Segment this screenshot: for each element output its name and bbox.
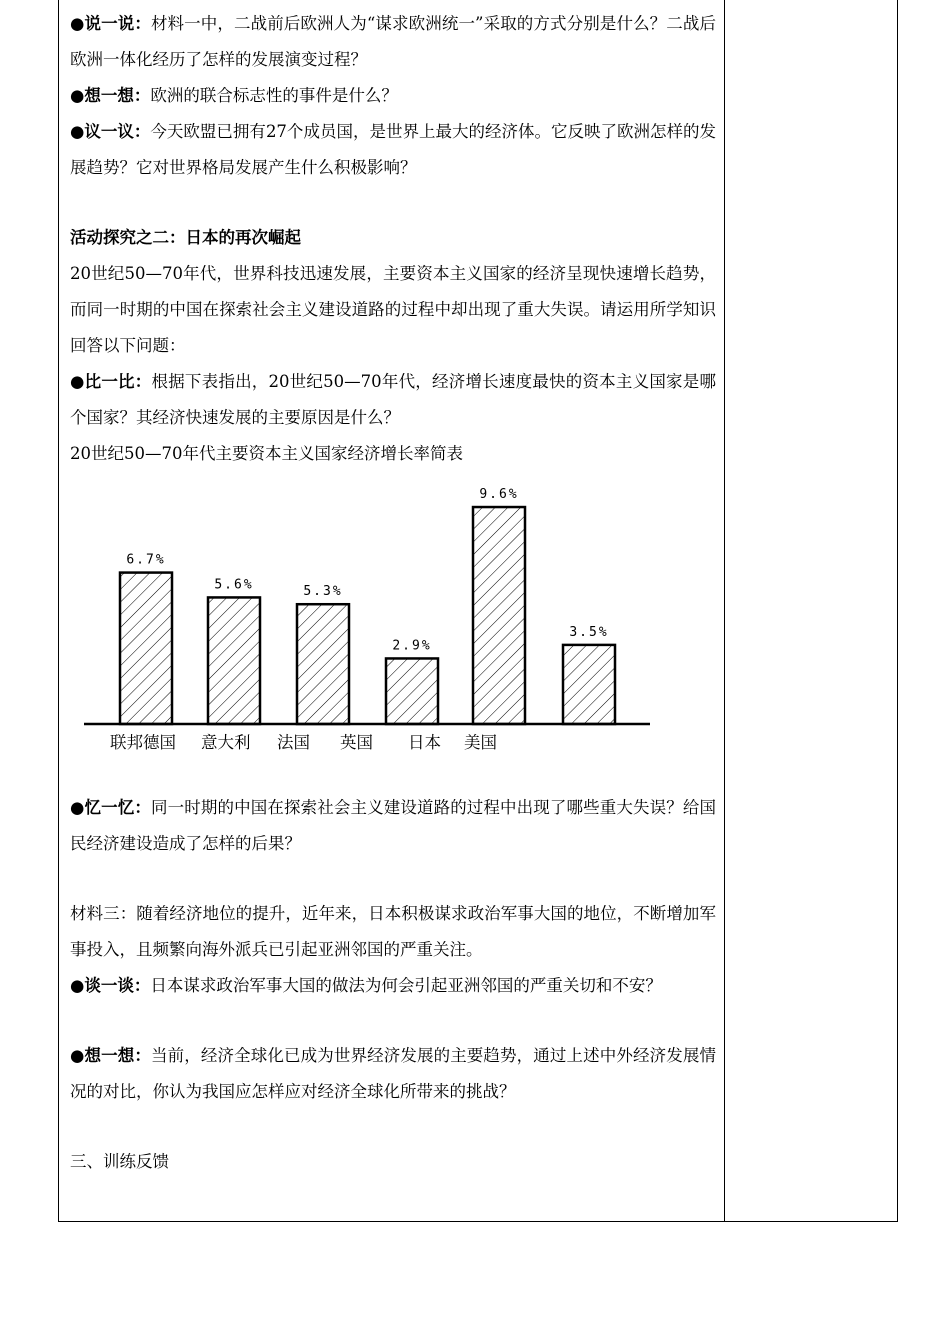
main-cell (70, 6, 716, 1180)
column-divider (724, 0, 725, 1222)
category-label-5: 美国 (464, 733, 497, 752)
category-label-3: 英国 (340, 733, 373, 752)
bar-1 (208, 597, 260, 724)
chart-title: 20世纪50—70年代主要资本主义国家经济增长率简表 (70, 444, 463, 463)
value-label-4: 9.6% (479, 487, 519, 503)
value-label-5: 3.5% (569, 624, 609, 640)
value-label-3: 2.9% (392, 638, 432, 654)
bar-2 (297, 604, 349, 724)
bar-5 (563, 645, 615, 724)
value-label-2: 5.3% (303, 584, 343, 600)
bar-4 (473, 507, 525, 724)
value-label-1: 5.6% (214, 577, 254, 593)
think-question-1: ●想一想：欧洲的联合标志性的事件是什么？ (70, 86, 398, 105)
bar-3 (386, 658, 438, 724)
category-label-0: 联邦德国 (110, 733, 176, 752)
recall-question: ●忆一忆：同一时期的中国在探索社会主义建设道路的过程中出现了哪些重大失误？给国民经济建设造成了怎样的后果？ (70, 798, 717, 853)
bar-0 (120, 573, 172, 724)
material-three: 材料三：随着经济地位的提升，近年来，日本积极谋求政治军事大国的地位，不断增加军事投入，且频繁向海外派兵已引起亚洲邻国的严重关注。 (70, 904, 716, 959)
value-label-0: 6.7% (126, 552, 166, 568)
discuss-question-1: ●议一议：今天欧盟已拥有27个成员国，是世界上最大的经济体。它反映了欧洲怎样的发展趋势？它对世界格局发展产生什么积极影响？ (70, 122, 716, 177)
section-three-heading: 三、训练反馈 (70, 1152, 169, 1171)
activity-intro: 20世纪50—70年代，世界科技迅速发展，主要资本主义国家的经济呈现快速增长趋势，而同一时期的中国在探索社会主义建设道路的过程中却出现了重大失误。请运用所学知识回答以下问题： (70, 264, 716, 355)
say-question: ●说一说：材料一中，二战前后欧洲人为“谋求欧洲统一”采取的方式分别是什么？二战后欧洲一体化经历了怎样的发展演变过程？ (70, 14, 717, 69)
bar-chart-svg (70, 474, 716, 774)
category-label-2: 法国 (277, 733, 310, 752)
compare-question: ●比一比：根据下表指出，20世纪50—70年代，经济增长速度最快的资本主义国家是哪个国家？其经济快速发展的主要原因是什么？ (70, 372, 716, 427)
activity-heading: 活动探究之二：日本的再次崛起 (70, 228, 301, 247)
category-label-4: 日本 (408, 733, 441, 752)
bar-chart (70, 474, 716, 774)
category-label-1: 意大利 (201, 733, 251, 752)
talk-question: ●谈一谈：日本谋求政治军事大国的做法为何会引起亚洲邻国的严重关切和不安？ (70, 976, 662, 995)
think-question-2: ●想一想：当前，经济全球化已成为世界经济发展的主要趋势，通过上述中外经济发展情况的对比，你认为我国应怎样应对经济全球化所带来的挑战？ (70, 1046, 717, 1101)
